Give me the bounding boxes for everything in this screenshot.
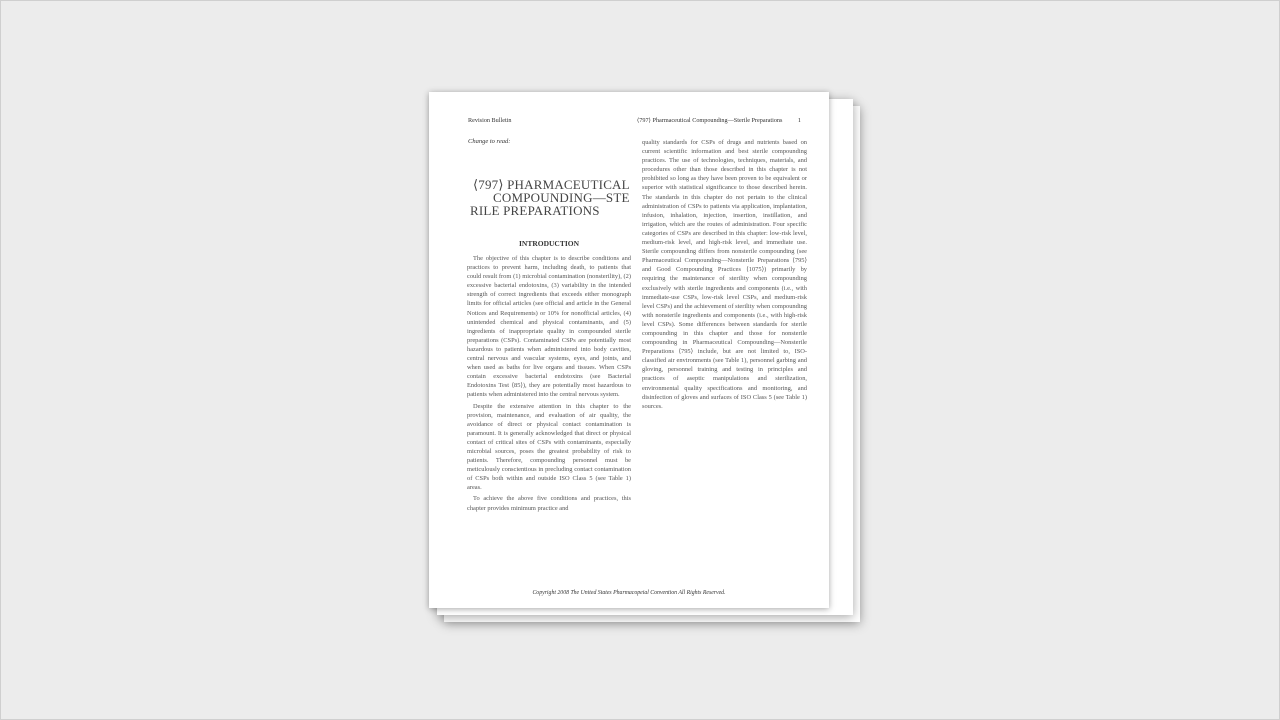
running-head-title: ⟨797⟩ Pharmaceutical Compounding—Sterile Preparations <box>636 117 783 124</box>
running-head-left: Revision Bulletin <box>468 117 512 124</box>
left-column <box>467 254 631 580</box>
running-head-right <box>637 117 801 124</box>
paragraph: To achieve the above five conditions and practices, this chapter provides minimum practice and <box>467 495 631 512</box>
title-line: ⟨797⟩ PHARMACEUTICAL <box>473 177 630 192</box>
right-column <box>642 138 807 498</box>
document-page <box>429 92 829 608</box>
page-number: 1 <box>797 117 801 124</box>
section-heading: INTRODUCTION <box>518 239 579 248</box>
paragraph: Despite the extensive attention in this chapter to the provision, maintenance, and evaluation of air quality, the avoidance of direct or physical contact contamination is paramount. It is generally acknowledged that direct or physical contact of critical sites of CSPs with contaminants, especially microbial sources, poses the greatest probability of risk to patients. Therefore, compounding personnel must be meticulously conscientious in precluding contact contamination of CSPs both within and outside ISO Class 5 (see Table 1) areas. <box>467 402 631 492</box>
chapter-title <box>470 178 635 217</box>
change-note: Change to read: <box>468 138 511 145</box>
title-line: RILE PREPARATIONS <box>470 203 600 218</box>
page-footer: Copyright 2008 The United States Pharmacopeial Convention All Rights Reserved. <box>532 590 726 596</box>
title-line: COMPOUNDING—STE <box>493 190 630 205</box>
paragraph: quality standards for CSPs of drugs and nutrients based on current scientific information and best sterile compounding practices. The use of technologies, techniques, materials, and procedures other than those described in this chapter is not prohibited so long as they have been proven to be equivalent or superior with statistical significance to those described herein. The standards in this chapter do not pertain to the clinical administration of CSPs to patients via application, implantation, infusion, inhalation, injection, insertion, instillation, and irrigation, which are the routes of administration. Four specific categories of CSPs are described in this chapter: low-risk level, medium-risk level, and high-risk level, and immediate use. Sterile compounding differs from nonsterile compounding (see Pharmaceutical Compounding—Nonsterile Preparations ⟨795⟩ and Good Compounding Practices ⟨1075⟩) primarily by requiring the maintenance of sterility when compounding exclusively with sterile ingredients and components (i.e., with immediate-use CSPs, low-risk level CSPs, and medium-risk level CSPs) and the achievement of sterility when compounding with nonsterile ingredients and components (i.e., with high-risk level CSPs). Some differences between standards for sterile compounding in this chapter and those for nonsterile compounding in Pharmaceutical Compounding—Nonsterile Preparations ⟨795⟩ include, but are not limited to, ISO-classified air environments (see Table 1), personnel garbing and gloving, personnel training and testing in principles and practices of aseptic manipulations and sterilization, environmental quality specifications and monitoring, and disinfection of gloves and surfaces of ISO Class 5 (see Table 1) sources. <box>642 139 807 410</box>
paragraph: The objective of this chapter is to describe conditions and practices to prevent harm, including death, to patients that could result from (1) microbial contamination (nonsterility), (2) excessive bacterial endotoxins, (3) variability in the intended strength of correct ingredients that exceeds either monograph limits for official articles (see official and article in the General Notices and Requirements) or 10% for nonofficial articles, (4) unintended chemical and physical contaminants, and (5) ingredients of inappropriate quality in compounded sterile preparations (CSPs). Contaminated CSPs are potentially most hazardous to patients when administered into body cavities, central nervous and vascular systems, eyes, and joints, and when used as baths for live organs and tissues. When CSPs contain excessive bacterial endotoxins (see Bacterial Endotoxins Test ⟨85⟩), they are potentially most hazardous to patients when administered into the central nervous system. <box>467 255 631 399</box>
